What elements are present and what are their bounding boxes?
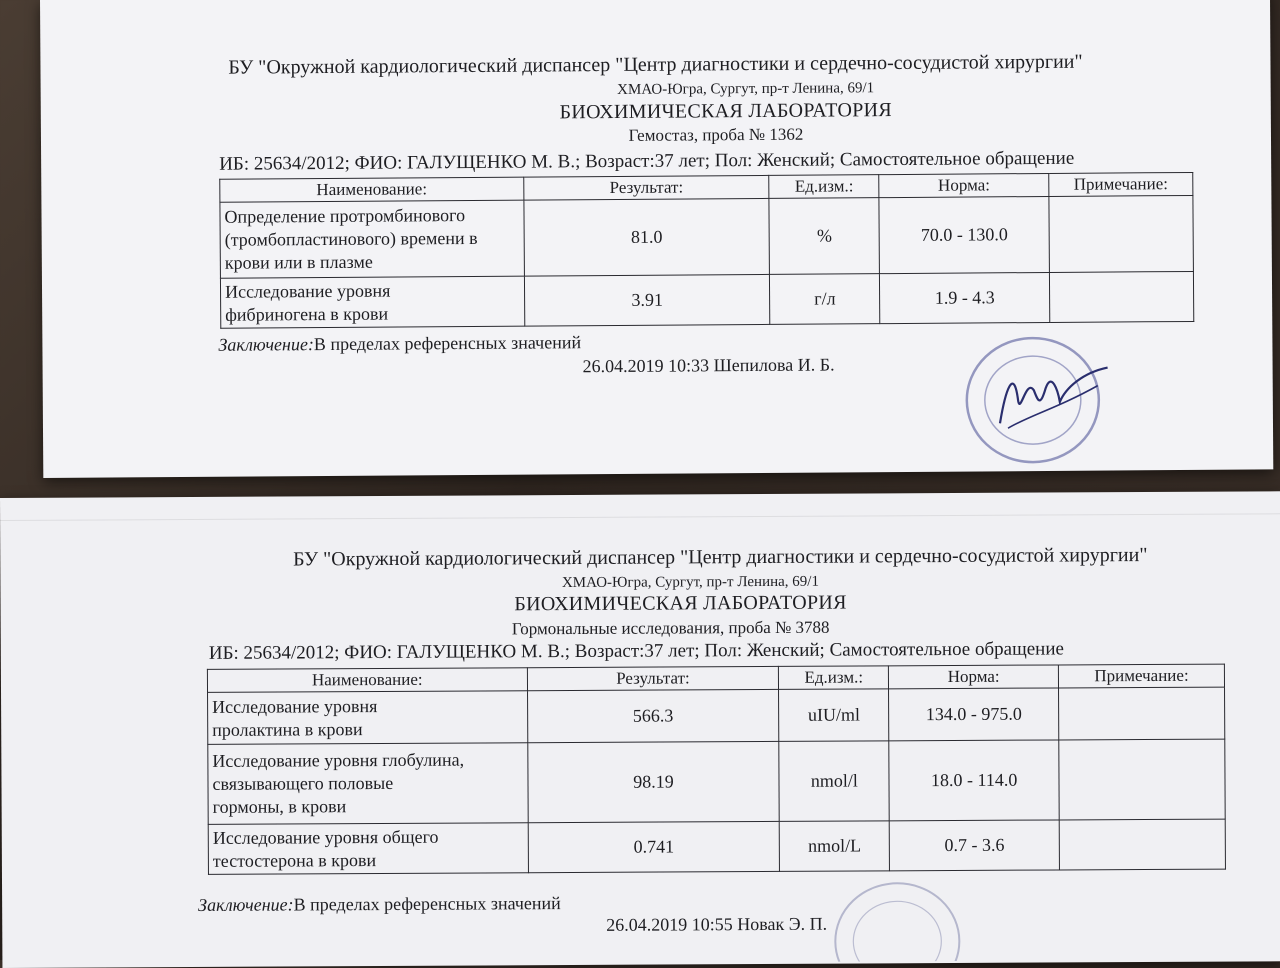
test-name-line: (тромбопластинового) времени в	[224, 227, 478, 250]
test-name	[220, 200, 524, 278]
lab-title: БИОХИМИЧЕСКАЯ ЛАБОРАТОРИЯ	[514, 591, 847, 616]
test-title: Гормональные исследования, проба № 3788	[511, 617, 830, 639]
test-name-line: Исследование уровня	[224, 280, 391, 302]
test-name-line: фибриногена в крови	[225, 303, 389, 325]
org-name: БУ "Окружной кардиологический диспансер "Центр диагностики и сердечно-сосудистой хирургии"	[293, 543, 1148, 571]
results-table	[207, 664, 1226, 875]
unit-value: uIU/ml	[779, 689, 889, 742]
patient-info: ИБ: 25634/2012; ФИО: ГАЛУЩЕНКО М. В.; Возраст:37 лет; Пол: Женский; Самостоятельное обращение	[219, 147, 1075, 175]
signature-line: 26.04.2019 10:55 Новак Э. П.	[606, 913, 828, 935]
conclusion	[198, 893, 561, 916]
org-address: ХМАО-Югра, Сургут, пр-т Ленина, 69/1	[561, 573, 819, 592]
table-row	[208, 687, 1225, 744]
col-note-header: Примечание:	[1049, 172, 1193, 196]
note-value	[1059, 819, 1225, 870]
col-result-header: Результат:	[527, 666, 779, 690]
test-name-line: Исследование уровня общего	[212, 826, 439, 848]
test-name-line: крови или в плазме	[224, 251, 373, 273]
table-row	[208, 819, 1225, 874]
paper-fold	[0, 513, 1280, 521]
norm-value: 18.0 - 114.0	[889, 740, 1059, 821]
test-name-line: связывающего половые	[212, 772, 394, 794]
col-note-header: Примечание:	[1058, 664, 1224, 688]
lab-title: БИОХИМИЧЕСКАЯ ЛАБОРАТОРИЯ	[559, 99, 893, 124]
test-name	[208, 691, 528, 745]
conclusion-label: Заключение:	[218, 334, 314, 355]
table-row	[220, 271, 1193, 328]
result-value: 3.91	[524, 274, 770, 326]
lab-report-hormones	[0, 491, 1280, 968]
test-name-line: Исследование уровня глобулина,	[212, 749, 465, 771]
note-value	[1049, 195, 1193, 272]
result-value: 566.3	[527, 689, 779, 742]
col-name-header: Наименование:	[220, 177, 524, 202]
col-norm-header: Норма:	[889, 665, 1059, 689]
org-address: ХМАО-Югра, Сургут, пр-т Ленина, 69/1	[617, 80, 875, 98]
note-value	[1059, 687, 1225, 740]
table-row	[220, 195, 1194, 278]
conclusion-text: В пределах референсных значений	[313, 332, 582, 355]
conclusion	[218, 332, 581, 356]
test-name-line: Исследование уровня	[212, 695, 378, 717]
unit-value: %	[769, 198, 879, 275]
test-name	[220, 276, 524, 328]
test-name-line: гормоны, в крови	[212, 796, 347, 817]
lab-report-hemostasis	[40, 0, 1273, 478]
signature-line: 26.04.2019 10:33 Шепилова И. Б.	[582, 354, 835, 377]
norm-value: 1.9 - 4.3	[880, 272, 1050, 323]
col-name-header: Наименование:	[207, 668, 527, 693]
note-value	[1059, 739, 1225, 820]
col-unit-header: Ед.изм.:	[779, 666, 889, 690]
col-unit-header: Ед.изм.:	[769, 175, 879, 199]
col-norm-header: Норма:	[879, 173, 1049, 197]
unit-value: nmol/L	[780, 821, 890, 872]
org-name: БУ "Окружной кардиологический диспансер "Центр диагностики и сердечно-сосудистой хирургии"	[228, 50, 1083, 79]
table-row	[208, 739, 1225, 824]
norm-value: 70.0 - 130.0	[879, 196, 1049, 273]
norm-value: 134.0 - 975.0	[889, 688, 1059, 741]
test-name-line: пролактина в крови	[212, 718, 363, 740]
conclusion-text: В пределах референсных значений	[293, 893, 561, 915]
norm-value: 0.7 - 3.6	[889, 820, 1059, 871]
patient-info: ИБ: 25634/2012; ФИО: ГАЛУЩЕНКО М. В.; Возраст:37 лет; Пол: Женский; Самостоятельное обращение	[208, 638, 1064, 664]
seal-stamp-icon	[817, 861, 978, 962]
note-value	[1049, 271, 1193, 322]
conclusion-label: Заключение:	[198, 894, 294, 915]
results-table	[219, 172, 1194, 329]
test-name	[208, 743, 528, 825]
col-result-header: Результат:	[523, 175, 769, 200]
test-name-line: тестостерона в крови	[212, 849, 377, 871]
test-title: Гемостаз, проба № 1362	[628, 124, 804, 145]
result-value: 81.0	[524, 198, 770, 276]
result-value: 0.741	[528, 821, 780, 872]
seal-stamp-icon	[947, 327, 1118, 478]
test-name	[208, 823, 528, 875]
test-name-line: Определение протромбинового	[224, 205, 466, 227]
unit-value: г/л	[770, 274, 880, 325]
unit-value: nmol/l	[779, 741, 889, 822]
result-value: 98.19	[527, 741, 779, 822]
